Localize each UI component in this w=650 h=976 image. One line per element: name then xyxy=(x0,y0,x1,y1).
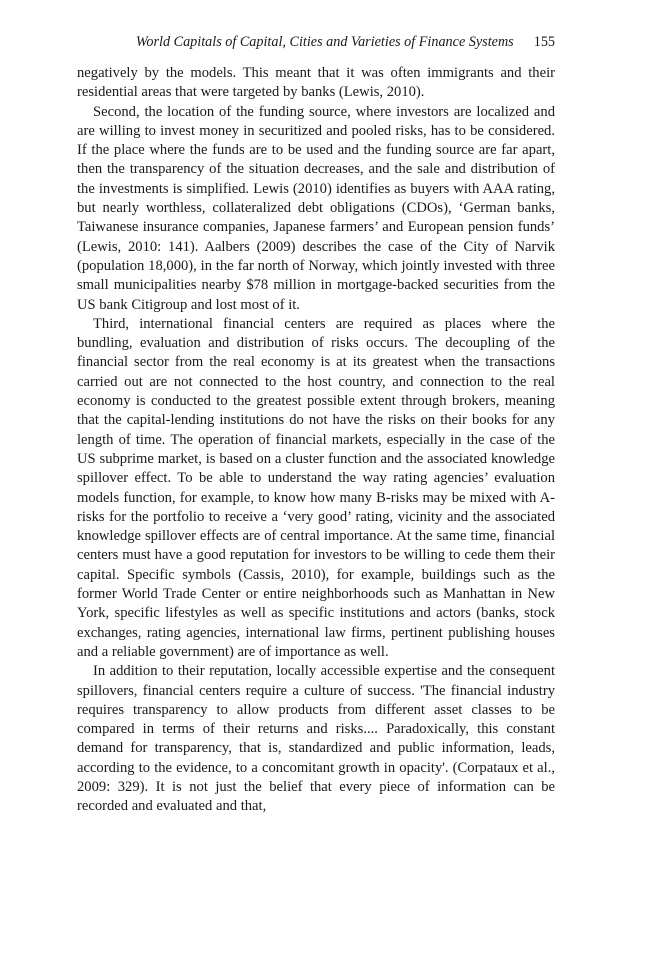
page-number: 155 xyxy=(533,34,555,50)
book-page xyxy=(77,32,555,817)
paragraph-funding-source: Second, the location of the funding source, where investors are localized and are willing to invest money in securitized and pooled risks, has to be considered. If the place where the funds are to be used and the funding source are far apart, then the transparency of the situation decreases, and the sale and distribution of the investments is simplified. Lewis (2010) identifies as buyers with AAA rating, but nearly worthless, collateralized debt obligations (CDOs), ‘German banks, Taiwanese insurance companies, Japanese farmers’ and European pension funds’ (Lewis, 2010: 141). Aalbers (2009) describes the case of the City of Narvik (population 18,000), in the far north of Norway, which jointly invested with three small municipalities nearby $78 million in mortgage-backed securities from the US bank Citigroup and lost most of it. xyxy=(77,103,555,313)
paragraph-culture-of-success: In addition to their reputation, locally accessible expertise and the consequent spillovers, financial centers require a culture of success. 'The financial industry requires transparency to allow products from different asset classes to be compared in terms of their returns and risks.... Paradoxically, this constant demand for transparency, that is, standardized and public information, leads, according to the evidence, to a concomitant growth in opacity'. (Corpataux et al., 2009: 329). It is not just the belief that every piece of information can be recorded and evaluated and that, xyxy=(77,663,555,815)
running-header xyxy=(77,32,555,52)
running-title: World Capitals of Capital, Cities and Varieties of Finance Systems xyxy=(135,34,514,50)
paragraph-continuation: negatively by the models. This meant that it was often immigrants and their residential areas that were targeted by banks (Lewis, 2010). xyxy=(77,65,555,101)
body-text xyxy=(77,64,555,817)
paragraph-financial-centers: Third, international financial centers are required as places where the bundling, evaluation and distribution of risks occurs. The decoupling of the financial sector from the real economy is at its greatest when the transactions carried out are not connected to the host country, and connection to the real economy is conducted to the greatest possible extent through brokers, meaning that the capital-lending institutions do not have the risks on their books for any length of time. The operation of financial markets, especially in the case of the US subprime market, is based on a cluster function and the associated knowledge spillover effect. To be able to understand the way rating agencies’ evaluation models function, for example, to know how many B-risks may be mixed with A-risks for the portfolio to receive a ‘very good’ rating, vicinity and the associated knowledge spillover effects are of central importance. At the same time, financial centers must have a good reputation for investors to be willing to cede them their capital. Specific symbols (Cassis, 2010), for example, buildings such as the former World Trade Center or entire neighborhoods such as Manhattan in New York, specific lifestyles as well as specific institutions and actors (banks, stock exchanges, rating agencies, international law firms, pertinent publishing houses and a reliable government) are of importance as well. xyxy=(77,315,555,660)
